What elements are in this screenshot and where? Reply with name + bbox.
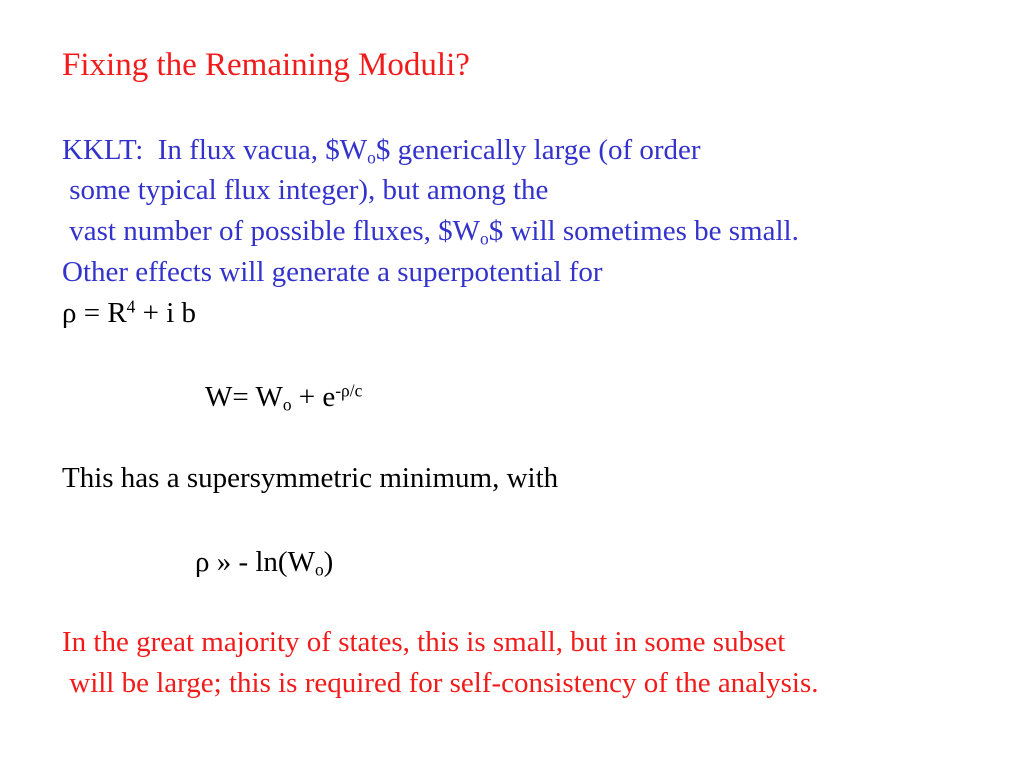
kklt-line-3-text-b: $ will sometimes be small. [488,215,799,247]
superpotential-formula-subscript: o [282,394,292,415]
rho-minimum-formula-text-b: ) [323,546,334,578]
superpotential-formula-superscript: -ρ/c [335,380,363,401]
kklt-line-2: some typical flux integer), but among the [62,174,549,206]
rho-minimum-formula [195,545,333,579]
conclusion-line-1: In the great majority of states, this is small, but in some subset [62,626,786,658]
conclusion-line-2: will be large; this is required for self-consistency of the analysis. [62,667,819,699]
slide-title: Fixing the Remaining Moduli? [62,47,470,83]
kklt-line-1-text-a: KKLT: In flux vacua, $W [62,134,368,166]
superpotential-formula [205,380,362,414]
kklt-line-1-subscript: o [367,147,376,168]
kklt-line-3-text-a: vast number of possible fluxes, $W [62,215,481,247]
kklt-line-3 [62,214,799,248]
kklt-line-3-subscript: o [480,228,489,249]
rho-minimum-formula-subscript: o [314,559,324,580]
kklt-line-1-text-b: $ generically large (of order [375,134,701,166]
rho-definition-text-a: ρ = R [62,297,127,329]
rho-definition-superscript: 4 [126,296,136,317]
kklt-line-1 [62,133,701,167]
minimum-statement: This has a supersymmetric minimum, with [62,462,559,494]
superpotential-formula-text-b: + e [291,381,336,413]
rho-definition-text-b: + i b [135,297,197,329]
rho-minimum-formula-text-a: ρ » - ln(W [195,546,315,578]
kklt-line-4: Other effects will generate a superpotential for [62,256,603,288]
rho-definition [62,296,196,330]
superpotential-formula-text-a: W= W [205,381,283,413]
